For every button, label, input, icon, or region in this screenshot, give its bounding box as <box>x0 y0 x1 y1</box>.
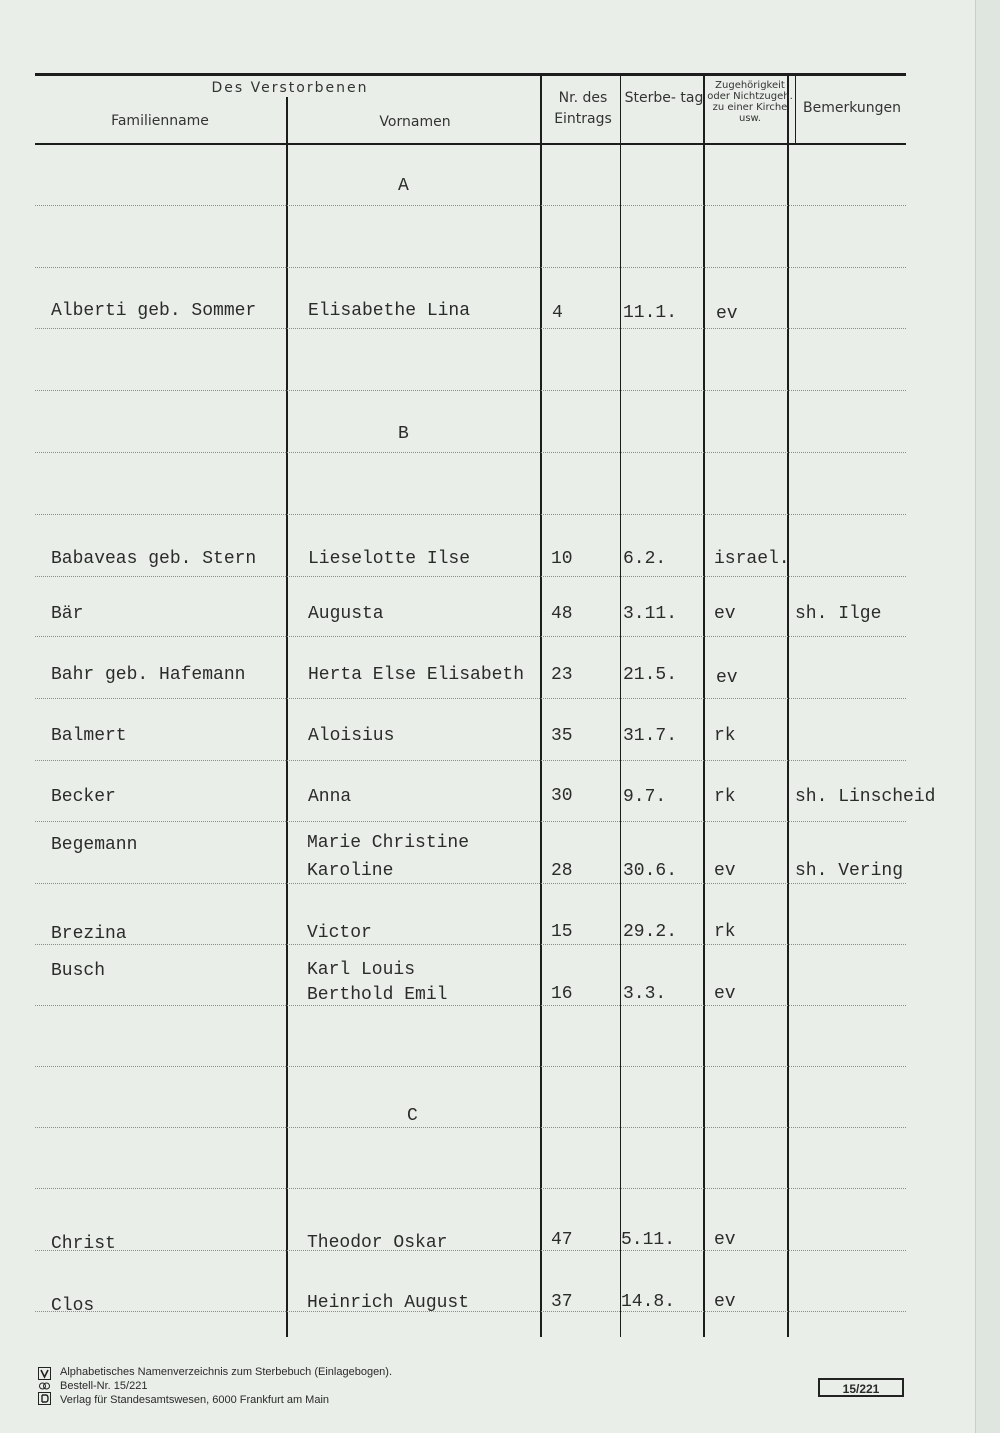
familienname-cell: Becker <box>51 787 116 807</box>
nr-cell: 4 <box>552 303 563 323</box>
nr-cell: 28 <box>551 861 573 881</box>
vornamen-cell: Augusta <box>308 604 384 624</box>
footer-line-order-number: Bestell-Nr. 15/221 <box>60 1380 148 1392</box>
section-letter-a: A <box>398 176 409 196</box>
header-vornamen: Vornamen <box>379 114 451 130</box>
sterbetag-cell: 9.7. <box>623 787 667 807</box>
zugehoerigkeit-cell: ev <box>714 1230 736 1250</box>
sterbetag-cell: 30.6. <box>623 861 678 881</box>
zugehoerigkeit-cell: rk <box>714 922 736 942</box>
sterbetag-cell: 11.1. <box>623 303 678 323</box>
familienname-cell: Bahr geb. Hafemann <box>51 665 246 685</box>
familienname-cell: Busch <box>51 961 106 981</box>
nr-cell: 30 <box>551 786 573 806</box>
zugehoerigkeit-cell: ev <box>714 604 736 624</box>
familienname-cell: Alberti geb. Sommer <box>51 301 257 321</box>
zugehoerigkeit-cell: ev <box>714 984 736 1004</box>
vornamen-cell: Herta Else Elisabeth <box>308 665 525 685</box>
vornamen-cell: Lieselotte Ilse <box>308 549 471 569</box>
sterbetag-cell: 21.5. <box>623 665 678 685</box>
column-divider-nr <box>620 75 621 1337</box>
nr-cell: 10 <box>551 549 573 569</box>
vornamen-cell-line2: Berthold Emil <box>307 985 448 1005</box>
familienname-cell: Clos <box>51 1296 95 1316</box>
zugehoerigkeit-cell: ev <box>716 668 738 688</box>
row-rule <box>35 1127 906 1128</box>
vornamen-cell-line2: Karoline <box>307 861 394 881</box>
row-rule <box>35 1188 906 1189</box>
footer-line-publisher: Verlag für Standesamtswesen, 6000 Frankfurt am Main <box>60 1394 330 1406</box>
sterbetag-cell: 14.8. <box>621 1292 676 1312</box>
zugehoerigkeit-cell: rk <box>714 726 736 746</box>
publisher-logo-icon <box>38 1367 51 1405</box>
familienname-cell: Bär <box>51 604 84 624</box>
familienname-cell: Balmert <box>51 726 127 746</box>
sterbetag-cell: 5.11. <box>621 1230 676 1250</box>
row-rule <box>35 390 906 391</box>
column-divider-zugehoerigkeit-right <box>795 75 796 145</box>
row-rule <box>35 883 906 884</box>
vornamen-cell: Heinrich August <box>307 1293 470 1313</box>
vornamen-cell: Anna <box>308 787 352 807</box>
familienname-cell: Babaveas geb. Stern <box>51 549 257 569</box>
vornamen-cell-line1: Marie Christine <box>307 833 470 853</box>
bemerkungen-cell: sh. Ilge <box>795 604 882 624</box>
column-divider-zugehoerigkeit <box>787 75 789 1337</box>
row-rule <box>35 452 906 453</box>
vornamen-cell: Elisabethe Lina <box>308 301 471 321</box>
header-group-label: Des Verstorbenen <box>211 80 369 96</box>
row-rule <box>35 576 906 577</box>
sterbetag-cell: 31.7. <box>623 726 678 746</box>
header-sterbetag: Sterbe- tag <box>624 90 704 106</box>
header-zugehoerigkeit: Zugehörigkeit oder Nichtzugeh. zu einer Kirche usw. <box>707 80 793 124</box>
vornamen-cell: Theodor Oskar <box>307 1233 448 1253</box>
familienname-cell: Christ <box>51 1234 116 1254</box>
header-familienname: Familienname <box>111 113 209 129</box>
row-rule <box>35 267 906 268</box>
vornamen-cell-line1: Karl Louis <box>307 960 416 980</box>
section-letter-b: B <box>398 424 409 444</box>
zugehoerigkeit-cell: rk <box>714 787 736 807</box>
zugehoerigkeit-cell: ev <box>714 1292 736 1312</box>
page-edge <box>975 0 1000 1433</box>
header-bemerkungen: Bemerkungen <box>802 100 902 116</box>
row-rule <box>35 636 906 637</box>
sterbetag-cell: 3.11. <box>623 604 678 624</box>
nr-cell: 48 <box>551 604 573 624</box>
row-rule <box>35 1311 906 1312</box>
nr-cell: 47 <box>551 1230 573 1250</box>
row-rule <box>35 821 906 822</box>
row-rule <box>35 328 906 329</box>
nr-cell: 37 <box>551 1292 573 1312</box>
footer-publisher-info <box>60 1365 392 1407</box>
nr-cell: 23 <box>551 665 573 685</box>
row-rule <box>35 1005 906 1006</box>
bemerkungen-cell: sh. Linscheid <box>795 787 936 807</box>
row-rule <box>35 944 906 945</box>
row-rule <box>35 760 906 761</box>
vornamen-cell: Aloisius <box>308 726 395 746</box>
row-rule <box>35 1066 906 1067</box>
zugehoerigkeit-cell: ev <box>714 861 736 881</box>
nr-cell: 35 <box>551 726 573 746</box>
section-letter-c: C <box>407 1106 418 1126</box>
nr-cell: 15 <box>551 922 573 942</box>
familienname-cell: Brezina <box>51 924 127 944</box>
nr-cell: 16 <box>551 984 573 1004</box>
header-top-rule <box>35 73 906 76</box>
familienname-cell: Begemann <box>51 835 138 855</box>
header-nr-des-eintrags: Nr. des Eintrags <box>554 90 612 127</box>
vornamen-cell: Victor <box>307 923 372 943</box>
column-divider-vornamen <box>540 75 542 1337</box>
column-divider-familienname <box>286 97 288 1337</box>
sterbetag-cell: 29.2. <box>623 922 678 942</box>
footer-line-title: Alphabetisches Namenverzeichnis zum Sterbebuch (Einlagebogen). <box>60 1366 393 1378</box>
row-rule <box>35 514 906 515</box>
row-rule <box>35 698 906 699</box>
header-bottom-rule <box>35 143 906 145</box>
sterbetag-cell: 6.2. <box>623 549 667 569</box>
sterbetag-cell: 3.3. <box>623 984 667 1004</box>
form-number-box: 15/221 <box>818 1378 904 1397</box>
row-rule <box>35 1250 906 1251</box>
bemerkungen-cell: sh. Vering <box>795 861 904 881</box>
zugehoerigkeit-cell: ev <box>716 304 738 324</box>
row-rule <box>35 205 906 206</box>
column-divider-sterbetag <box>703 75 705 1337</box>
zugehoerigkeit-cell: israel. <box>714 549 790 569</box>
